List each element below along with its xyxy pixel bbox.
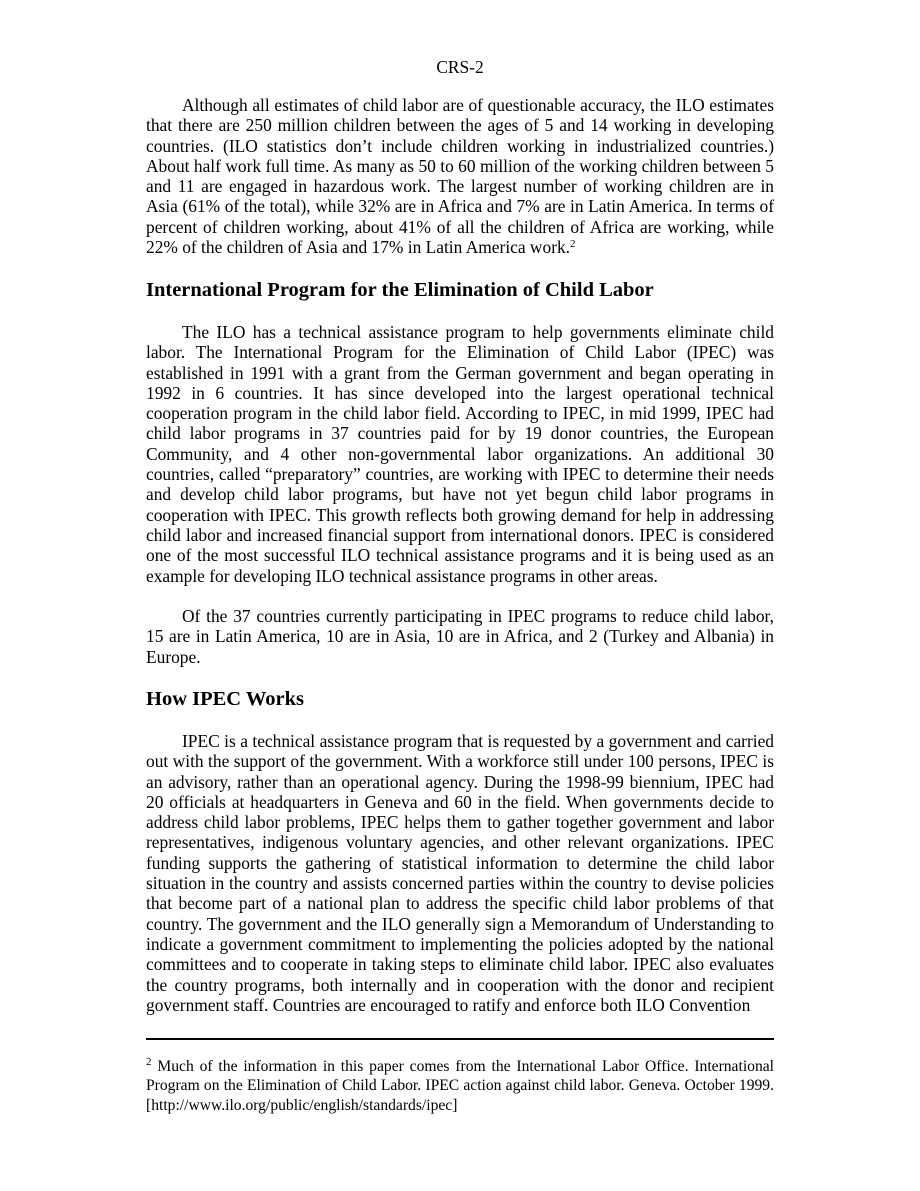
section-heading-ipec: International Program for the Elimination of Child Labor xyxy=(146,279,654,301)
paragraph-text: Although all estimates of child labor are of questionable accuracy, the ILO estimates that there are 250 million children between the ages of 5 and 14 working in developing countries. (ILO statistics don’t include children working in industrialized countries.) About half work full time. As many as 50 to 60 million of the working children between 5 and 11 are engaged in hazardous work. The largest number of working children are in Asia (61% of the total), while 32% are in Africa and 7% are in Latin America. In terms of percent of children working, about 41% of all the children of Africa are working, while 22% of the children of Asia and 17% in Latin America work. xyxy=(146,95,774,258)
paragraph-ipec-overview: The ILO has a technical assistance program to help governments eliminate child labor. The International Program for the Elimination of Child Labor (IPEC) was established in 1991 with a grant from the German government and began operating in 1992 in 6 countries. It has since developed into the largest operational technical cooperation program in the child labor field. According to IPEC, in mid 1999, IPEC had child labor programs in 37 countries paid for by 19 donor countries, the European Community, and 4 other non-governmental labor organizations. An additional 30 countries, called “preparatory” countries, are working with IPEC to determine their needs and develop child labor programs, but have not yet begun child labor programs in cooperation with IPEC. This growth reflects both growing demand for help in addressing child labor and increased financial support from international donors. IPEC is considered one of the most successful ILO technical assistance programs and it is being used as an example for developing ILO technical assistance programs in other areas. xyxy=(146,322,774,586)
footnote xyxy=(146,1057,774,1115)
section-heading-how-ipec-works: How IPEC Works xyxy=(146,688,304,710)
footnote-text: Much of the information in this paper comes from the International Labor Office. International Program on the Elimination of Child Labor. IPEC action against child labor. Geneva. October 1999. [http://www.ilo.org/public/english/standards/ipec] xyxy=(146,1058,774,1114)
footnote-reference: 2 xyxy=(570,238,576,251)
footnote-marker: 2 xyxy=(146,1056,152,1068)
paragraph-how-ipec-works: IPEC is a technical assistance program that is requested by a government and carried out with the support of the government. With a workforce still under 100 persons, IPEC is an advisory, rather than an operational agency. During the 1998-99 biennium, IPEC had 20 officials at headquarters in Geneva and 60 in the field. When governments decide to address child labor problems, IPEC helps them to gather together government and labor representatives, indigenous voluntary agencies, and other relevant organizations. IPEC funding supports the gathering of statistical information to determine the child labor situation in the country and assists concerned parties within the country to devise policies that become part of a national plan to address the specific child labor problems of that country. The government and the ILO generally sign a Memorandum of Understanding to indicate a government commitment to implementing the policies adopted by the national committees and to cooperate in taking steps to eliminate child labor. IPEC also evaluates the country programs, both internally and in cooperation with the donor and recipient government staff. Countries are encouraged to ratify and enforce both ILO Convention xyxy=(146,731,774,1015)
page-header: CRS-2 xyxy=(436,57,484,77)
footnote-divider xyxy=(146,1038,774,1040)
paragraph-participating-countries: Of the 37 countries currently participating in IPEC programs to reduce child labor, 15 are in Latin America, 10 are in Asia, 10 are in Africa, and 2 (Turkey and Albania) in Europe. xyxy=(146,606,774,667)
paragraph-child-labor-estimates xyxy=(146,95,774,257)
